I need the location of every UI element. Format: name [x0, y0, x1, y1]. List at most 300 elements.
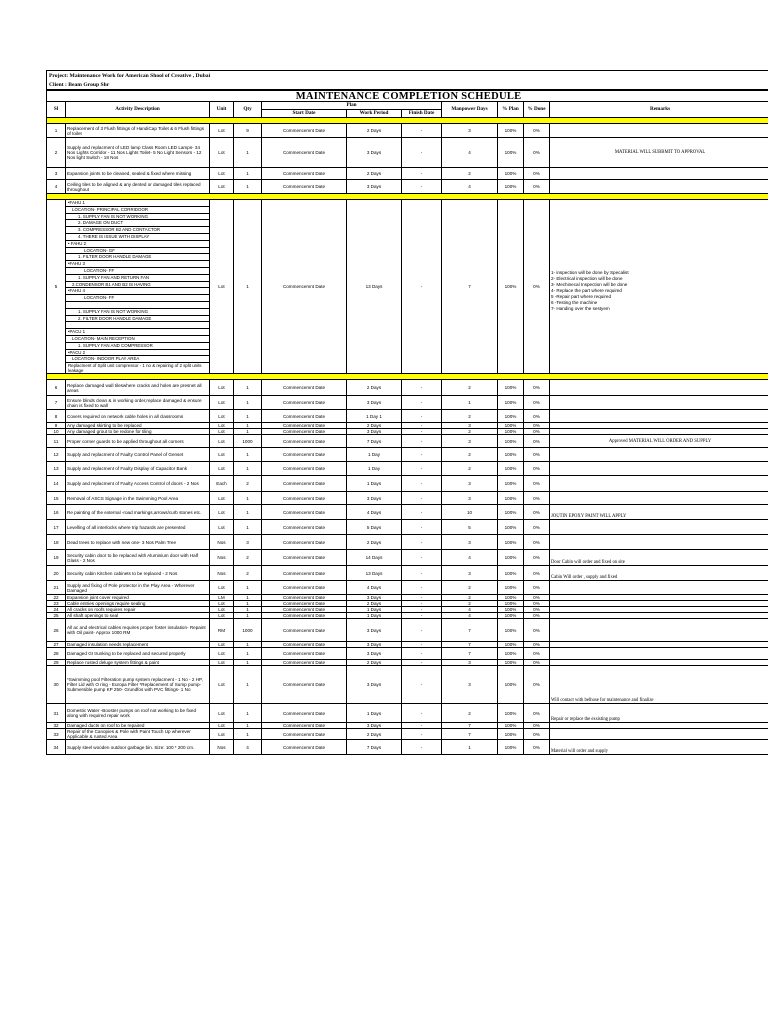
row-manpower: 2 [442, 595, 498, 601]
row-unit: Lot [210, 581, 234, 595]
row-manpower: 3 [442, 423, 498, 429]
table-row [47, 505, 768, 520]
sheet-title: MAINTENANCE COMPLETION SCHEDULE [47, 91, 768, 102]
row-qty: 1 [234, 138, 262, 168]
hvac-item: Replacment of Split unit compressor - 1 no & repairing of 2 split units leakage [68, 363, 202, 374]
row-start: Commencemnt Date [262, 168, 347, 180]
row-finish: - [402, 704, 442, 723]
row-description: All cracks on roofs requires repair [66, 607, 210, 613]
row-remark [550, 380, 768, 396]
table-row [47, 666, 768, 704]
hvac-item: 2. DAMAGE ON DUCT [66, 220, 209, 227]
remark-step: 7- Handing over the sestyem [551, 305, 610, 311]
row-start: Commencemnt Date [262, 396, 347, 410]
row-description: All ac and electrical cables requires proper foster insulation- Repaint with Oil paint- Approx 1000 RM [66, 619, 210, 642]
row-finish: - [402, 619, 442, 642]
row-qty: 1 [234, 642, 262, 648]
row-qty: 2 [234, 566, 262, 581]
row-pplan: 100% [498, 601, 524, 607]
row-work-period: 1 Day 1 [347, 410, 402, 423]
row-work-period: 2 Days [347, 168, 402, 180]
row-pplan: 100% [498, 476, 524, 492]
hvac-item: •FAHU 4 [66, 288, 209, 295]
row-pdone: 0% [524, 505, 550, 520]
row-work-period: 3 Days [347, 648, 402, 660]
row-pplan: 100% [498, 704, 524, 723]
row-finish: - [402, 505, 442, 520]
row-description: Expansion joint cover required [66, 595, 210, 601]
row-manpower: 3 [442, 435, 498, 448]
row-remark [550, 729, 768, 740]
row-remark-list [550, 200, 768, 374]
row-start: Commencemnt Date [262, 505, 347, 520]
row-remark [550, 396, 768, 410]
row-unit: Lot [210, 704, 234, 723]
row-pdone: 0% [524, 729, 550, 740]
row-work-period: 7 Days [347, 740, 402, 755]
row-description: Damaged GI trunking to be replaced and secured properly [66, 648, 210, 660]
row-pplan: 100% [498, 200, 524, 374]
row-work-period: 2 Days [347, 729, 402, 740]
row-pplan: 100% [498, 595, 524, 601]
row-sl: 27 [47, 642, 66, 648]
row-pdone: 0% [524, 607, 550, 613]
row-manpower: 2 [442, 168, 498, 180]
hvac-item: 1. SUPPLY FAN IS NOT WORKING [66, 308, 209, 315]
row-sl: 8 [47, 410, 66, 423]
row-manpower: 3 [442, 124, 498, 138]
row-work-period: 2 Days [347, 380, 402, 396]
row-sl: 9 [47, 423, 66, 429]
row-finish: - [402, 607, 442, 613]
row-description: Repair of the Canopies & Pole with Paint Touch Up wherever Applicable & rusted Area [66, 729, 210, 740]
row-remark: Cabin Will order , supply and fixed [550, 566, 768, 581]
row-manpower: 2 [442, 448, 498, 462]
row-qty: 2 [234, 550, 262, 566]
row-pplan: 100% [498, 492, 524, 505]
row-pplan: 100% [498, 535, 524, 550]
row-remark: Material will order and supply [550, 740, 768, 755]
row-remark [550, 520, 768, 535]
row-manpower: 4 [442, 613, 498, 619]
row-pdone: 0% [524, 380, 550, 396]
row-pdone: 0% [524, 581, 550, 595]
row-manpower: 3 [442, 666, 498, 704]
row-start: Commencemnt Date [262, 380, 347, 396]
row-pdone: 0% [524, 550, 550, 566]
row-qty: 1 [234, 423, 262, 429]
row-description: All shaft openings to seal [66, 613, 210, 619]
row-qty: 1 [234, 648, 262, 660]
row-sl: 32 [47, 723, 66, 729]
row-manpower: 2 [442, 380, 498, 396]
row-manpower: 3 [442, 535, 498, 550]
row-sl: 33 [47, 729, 66, 740]
row-unit: Lot [210, 423, 234, 429]
row-pplan: 100% [498, 410, 524, 423]
row-qty: 1 [234, 200, 262, 374]
row-finish: - [402, 613, 442, 619]
row-sl: 14 [47, 476, 66, 492]
row-manpower: 2 [442, 462, 498, 476]
row-start: Commencemnt Date [262, 448, 347, 462]
row-finish: - [402, 492, 442, 505]
row-work-period: 3 Days [347, 619, 402, 642]
row-start: Commencemnt Date [262, 550, 347, 566]
row-sl: 3 [47, 168, 66, 180]
row-pdone: 0% [524, 448, 550, 462]
row-manpower: 10 [442, 505, 498, 520]
hvac-item: •PACU 2 [66, 349, 209, 356]
table-row [47, 124, 768, 138]
row-manpower: 7 [442, 200, 498, 374]
row-work-period: 3 Days [347, 429, 402, 435]
row-start: Commencemnt Date [262, 601, 347, 607]
row-manpower: 4 [442, 550, 498, 566]
row-qty: 1 [234, 520, 262, 535]
row-description: Supply and replacment of LED lamp Class Room LED Lamps- 34 Nos Lights Corridor - 11 Nos Lights Toilet- 5 No Light Sensors - 12 Nos light Switch - 18 Nos [66, 138, 210, 168]
row-remark [550, 619, 768, 642]
table-row [47, 462, 768, 476]
row-unit: Lot [210, 660, 234, 666]
row-unit: LM [210, 595, 234, 601]
row-pdone: 0% [524, 619, 550, 642]
row-manpower: 1 [442, 396, 498, 410]
row-qty: 2 [234, 476, 262, 492]
remark-step: 3- Mechinecal Inspection will be done [551, 281, 628, 287]
row-pdone: 0% [524, 660, 550, 666]
row-unit: Lot [210, 380, 234, 396]
row-work-period: 3 Days [347, 642, 402, 648]
row-work-period: 1 Days [347, 704, 402, 723]
row-pdone: 0% [524, 476, 550, 492]
hvac-item: 2. FILTER DOOR HANDLE DAMAGE [66, 315, 209, 322]
row-sl: 30 [47, 666, 66, 704]
row-remark [550, 168, 768, 180]
hvac-item: 1. FILTER DOOR HANDLE DAMAGE [66, 254, 209, 261]
remark-step: 1- inspection will be done by Specalist [551, 269, 629, 275]
row-unit: Lot [210, 448, 234, 462]
row-remark [550, 492, 768, 505]
remark-step: 5 -Repair part where required [551, 293, 612, 299]
row-sl: 10 [47, 429, 66, 435]
row-start: Commencemnt Date [262, 595, 347, 601]
row-finish: - [402, 642, 442, 648]
row-sl: 17 [47, 520, 66, 535]
row-manpower: 2 [442, 704, 498, 723]
row-pdone: 0% [524, 492, 550, 505]
row-description: Any damaged grout to be redone for tiling [66, 429, 210, 435]
row-qty: 3 [234, 535, 262, 550]
row-pplan: 100% [498, 723, 524, 729]
row-manpower: 7 [442, 729, 498, 740]
row-start: Commencemnt Date [262, 435, 347, 448]
row-pplan: 100% [498, 729, 524, 740]
row-qty: 1 [234, 462, 262, 476]
row-sl: 25 [47, 613, 66, 619]
table-row [47, 535, 768, 550]
row-work-period: 13 Days [347, 200, 402, 374]
row-finish: - [402, 476, 442, 492]
row-description [66, 200, 210, 374]
row-finish: - [402, 550, 442, 566]
row-start: Commencemnt Date [262, 723, 347, 729]
client-line: Client : Beam Group Shr [46, 80, 768, 90]
hvac-item: LOCATION- GF [66, 247, 209, 254]
col-qty: Qty [234, 102, 262, 118]
row-work-period: 3 Days [347, 595, 402, 601]
row-remark: Will contact with belhose for maintenance and finalize [550, 666, 768, 704]
row-pdone: 0% [524, 535, 550, 550]
row-remark: Repair or replace the exsisting pump [550, 704, 768, 723]
row-unit: Lot [210, 613, 234, 619]
row-remark [550, 180, 768, 194]
row-pplan: 100% [498, 396, 524, 410]
row-unit: Lot [210, 492, 234, 505]
row-start: Commencemnt Date [262, 613, 347, 619]
row-pdone: 0% [524, 595, 550, 601]
row-pdone: 0% [524, 601, 550, 607]
hvac-item: 1. SUPPLY FAN IS NOT WORKING [66, 213, 209, 220]
row-finish: - [402, 581, 442, 595]
row-remark [550, 448, 768, 462]
row-unit: Lot [210, 723, 234, 729]
row-qty: 1 [234, 429, 262, 435]
row-start: Commencemnt Date [262, 476, 347, 492]
row-manpower: 5 [442, 520, 498, 535]
row-pplan: 100% [498, 168, 524, 180]
row-remark: MATERIAL WILL SUBBMIT TO APPROVAL [550, 138, 768, 168]
row-description: Ensure blinds clean & in working order,replace damaged & ensure chain is fixed to wall [66, 396, 210, 410]
hvac-item [66, 322, 209, 329]
table-row [47, 380, 768, 396]
row-pdone: 0% [524, 124, 550, 138]
table-row [47, 476, 768, 492]
hvac-item: •PACU 1 [66, 329, 209, 336]
row-qty: 1 [234, 505, 262, 520]
row-finish: - [402, 410, 442, 423]
row-pdone: 0% [524, 613, 550, 619]
row-description: Any damaged skirting to be replaced [66, 423, 210, 429]
row-pplan: 100% [498, 138, 524, 168]
row-sl: 13 [47, 462, 66, 476]
row-finish: - [402, 180, 442, 194]
row-remark: Approved MATERIAL WILL ORDER AND SUPPLY [550, 435, 768, 448]
hvac-item: LOCATION- PRINCIPAL CORRIDOOR [66, 206, 209, 213]
row-description: Damaged ducts on roof to be repaired [66, 723, 210, 729]
hvac-item: LOCATION- FF [66, 267, 209, 274]
row-start: Commencemnt Date [262, 607, 347, 613]
row-pplan: 100% [498, 642, 524, 648]
row-pplan: 100% [498, 462, 524, 476]
row-unit: Lot [210, 505, 234, 520]
row-work-period: 2 Days [347, 423, 402, 429]
hvac-item: 4. THERE IS ISSUE WITH DISPLAY [66, 233, 209, 240]
row-pplan: 100% [498, 505, 524, 520]
row-unit: Lot [210, 124, 234, 138]
table-row [47, 396, 768, 410]
row-qty: 1 [234, 595, 262, 601]
row-start: Commencemnt Date [262, 492, 347, 505]
row-work-period: 2 Days [347, 535, 402, 550]
row-start: Commencemnt Date [262, 138, 347, 168]
row-finish: - [402, 595, 442, 601]
row-qty: 1 [234, 723, 262, 729]
project-line: Project: Maintenance Work for American Shool of Creative , Dubai [46, 70, 768, 80]
row-pplan: 100% [498, 429, 524, 435]
row-work-period: 4 Days [347, 505, 402, 520]
row-sl: 31 [47, 704, 66, 723]
row-start: Commencemnt Date [262, 462, 347, 476]
row-start: Commencemnt Date [262, 619, 347, 642]
row-sl: 21 [47, 581, 66, 595]
row-description: Ceiling tiles to be aligned & any dented or damaged tiles replaced throughout [66, 180, 210, 194]
row-qty: 1000 [234, 619, 262, 642]
table-row [47, 520, 768, 535]
col-plan: Plan [262, 102, 442, 110]
row-start: Commencemnt Date [262, 520, 347, 535]
hvac-item: 3. COMPRESSOR B2 AND CONTACTOR [66, 227, 209, 234]
table-row [47, 550, 768, 566]
row-unit: Lot [210, 435, 234, 448]
row-unit: Lot [210, 607, 234, 613]
row-finish: - [402, 723, 442, 729]
row-sl: 12 [47, 448, 66, 462]
row-finish: - [402, 429, 442, 435]
row-description: Security cabin Kitchen cabinets to be replaced - 2 Nos [66, 566, 210, 581]
row-description: Replace damaged wall tileswhere cracks and holes are presnet all areas [66, 380, 210, 396]
row-remark [550, 124, 768, 138]
row-pplan: 100% [498, 666, 524, 704]
row-manpower: 3 [442, 660, 498, 666]
row-sl: 15 [47, 492, 66, 505]
row-sl: 24 [47, 607, 66, 613]
row-finish: - [402, 666, 442, 704]
hvac-item: • FAHU 2 [66, 240, 209, 247]
row-remark: JOUTIN EPOXY PAINT WILL APPLY [550, 505, 768, 520]
table-row [47, 435, 768, 448]
hvac-item [66, 301, 209, 308]
row-remark [550, 462, 768, 476]
row-qty: 1 [234, 448, 262, 462]
row-manpower: 7 [442, 723, 498, 729]
hvac-item: 1. SUPPLY FAN AND RETURN FAN [66, 274, 209, 281]
row-unit: Nos [210, 566, 234, 581]
row-qty: 1 [234, 180, 262, 194]
row-unit: Lot [210, 666, 234, 704]
row-pdone: 0% [524, 435, 550, 448]
row-start: Commencemnt Date [262, 200, 347, 374]
row-finish: - [402, 168, 442, 180]
row-qty: 1 [234, 607, 262, 613]
row-finish: - [402, 423, 442, 429]
row-pplan: 100% [498, 520, 524, 535]
row-unit: Lot [210, 520, 234, 535]
row-pplan: 100% [498, 607, 524, 613]
row-pdone: 0% [524, 396, 550, 410]
table-row [47, 168, 768, 180]
row-remark [550, 581, 768, 595]
row-unit: Lot [210, 729, 234, 740]
table-row-hvac [47, 200, 768, 374]
table-row [47, 619, 768, 642]
hvac-item: •FAHU 1 [66, 200, 209, 206]
row-sl: 5 [47, 200, 66, 374]
row-finish: - [402, 740, 442, 755]
row-start: Commencemnt Date [262, 648, 347, 660]
col-work: Work Period [347, 110, 402, 118]
row-sl: 11 [47, 435, 66, 448]
hvac-item: 2.CONDENSOR B1 AND B2 IS HAVING [66, 281, 209, 288]
col-pplan: % Plan [498, 102, 524, 118]
row-pdone: 0% [524, 666, 550, 704]
row-unit: Lot [210, 396, 234, 410]
row-work-period: 1 Days [347, 476, 402, 492]
row-finish: - [402, 200, 442, 374]
row-description: Damaged insulation needs replacement [66, 642, 210, 648]
col-finish: Finish Date [402, 110, 442, 118]
row-finish: - [402, 462, 442, 476]
row-pdone: 0% [524, 740, 550, 755]
row-start: Commencemnt Date [262, 566, 347, 581]
row-pplan: 100% [498, 566, 524, 581]
row-work-period: 3 Days [347, 723, 402, 729]
row-qty: 1 [234, 704, 262, 723]
row-description: Re painting of the external -road markings,arrows/curb stones etc. [66, 505, 210, 520]
hvac-item: 1. SUPPLY FAN AND COMPRESSOR [66, 342, 209, 349]
row-description: Domestic Water -Booster pumps on roof not working to be fixed along with required repair work [66, 704, 210, 723]
row-finish: - [402, 648, 442, 660]
row-start: Commencemnt Date [262, 410, 347, 423]
row-finish: - [402, 448, 442, 462]
row-qty: 1 [234, 380, 262, 396]
hvac-item: LOCATION- FF [66, 295, 209, 302]
row-finish: - [402, 396, 442, 410]
hvac-item: •FAHU 3 [66, 261, 209, 268]
row-pplan: 100% [498, 613, 524, 619]
row-start: Commencemnt Date [262, 660, 347, 666]
row-sl: 19 [47, 550, 66, 566]
row-qty: 1 [234, 660, 262, 666]
row-unit: Lot [210, 180, 234, 194]
table-row [47, 566, 768, 581]
row-manpower: 2 [442, 429, 498, 435]
row-work-period: 2 Days [347, 660, 402, 666]
row-description: Security cabin door to be replaced with Aluminium door with Half Glass - 2 Nos [66, 550, 210, 566]
row-sl: 6 [47, 380, 66, 396]
row-manpower: 7 [442, 619, 498, 642]
row-description: Supply and replacment of Faulty Access Control of doors - 2 Nos [66, 476, 210, 492]
row-unit: RM [210, 619, 234, 642]
col-manpower: Manpower Days [442, 102, 498, 118]
row-finish: - [402, 124, 442, 138]
row-work-period: 5 Days [347, 520, 402, 535]
remark-step: 4- Replace the part where required [551, 287, 622, 293]
row-qty: 1 [234, 601, 262, 607]
row-pplan: 100% [498, 619, 524, 642]
table-row [47, 740, 768, 755]
row-pplan: 100% [498, 124, 524, 138]
row-qty: 1 [234, 168, 262, 180]
row-manpower: 4 [442, 607, 498, 613]
row-qty: 1 [234, 581, 262, 595]
row-finish: - [402, 601, 442, 607]
row-sl: 23 [47, 601, 66, 607]
row-manpower: 3 [442, 566, 498, 581]
row-pplan: 100% [498, 660, 524, 666]
row-unit: Nos [210, 740, 234, 755]
table-row [47, 180, 768, 194]
